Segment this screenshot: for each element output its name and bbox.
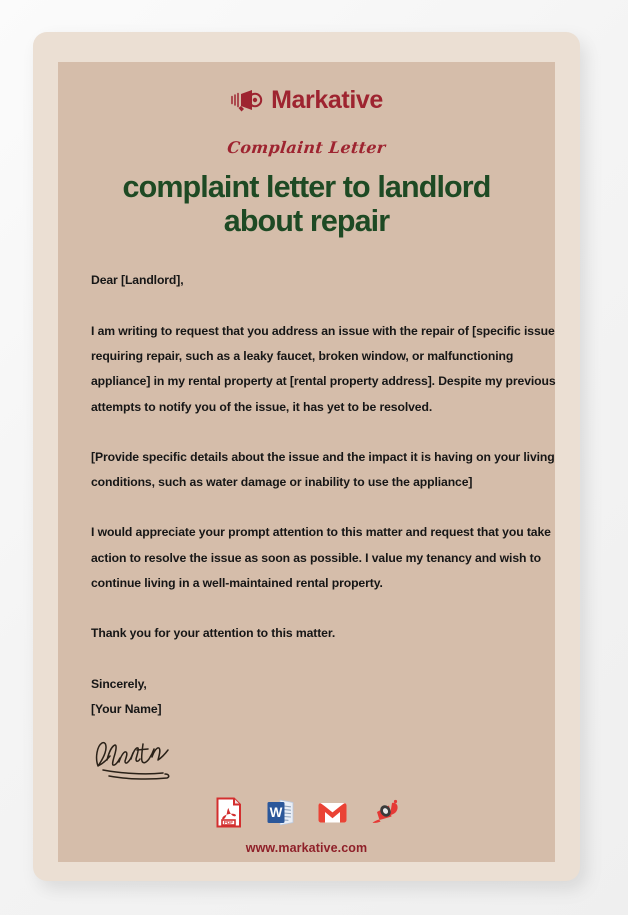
gmail-icon[interactable]	[316, 796, 349, 829]
page-title: complaint letter to landlord about repair	[122, 170, 491, 239]
pdf-icon[interactable]	[212, 796, 245, 829]
spacer	[91, 294, 534, 319]
paragraph-3: I would appreciate your prompt attention to this matter and request that you take action to resolve the issue as soon as possible. I value my tenancy and wish to continue living in a well-maintained rental property.	[91, 525, 551, 590]
letter-sheet	[58, 62, 555, 862]
letter-body	[79, 268, 556, 722]
salutation: Dear [Landlord],	[91, 273, 184, 288]
spacer	[91, 495, 534, 520]
signature-block	[79, 736, 534, 792]
svg-text:W: W	[269, 805, 283, 821]
spacer	[91, 596, 534, 621]
megaphone-icon	[230, 87, 264, 113]
letter-card	[33, 32, 580, 881]
document-kicker: Complaint Letter	[226, 138, 387, 157]
word-icon[interactable]	[264, 796, 297, 829]
svg-text:PDF: PDF	[223, 820, 234, 826]
closing: Sincerely,	[91, 676, 147, 691]
markative-megaphone-icon[interactable]	[368, 796, 401, 829]
spacer	[91, 647, 534, 672]
handwritten-signature	[91, 736, 183, 784]
paragraph-4: Thank you for your attention to this matter.	[91, 626, 336, 641]
footer-url[interactable]: www.markative.com	[245, 841, 368, 856]
signature-name: [Your Name]	[91, 701, 162, 716]
paragraph-2: [Provide specific details about the issue and the impact it is having on your living conditions, such as water damage or inability to use the appliance]	[91, 449, 555, 490]
format-icon-row	[79, 796, 534, 829]
paragraph-1: I am writing to request that you address an issue with the repair of [specific issue requiring repair, such as a leaky faucet, broken window, or malfunctioning appliance] in my rental property at [rental property address]. Despite my previous attempts to notify you of the issue, it has yet to be resolved.	[91, 323, 556, 414]
brand-wordmark: Markative	[271, 85, 383, 114]
spacer	[91, 420, 534, 445]
brand-logo[interactable]	[79, 62, 534, 118]
